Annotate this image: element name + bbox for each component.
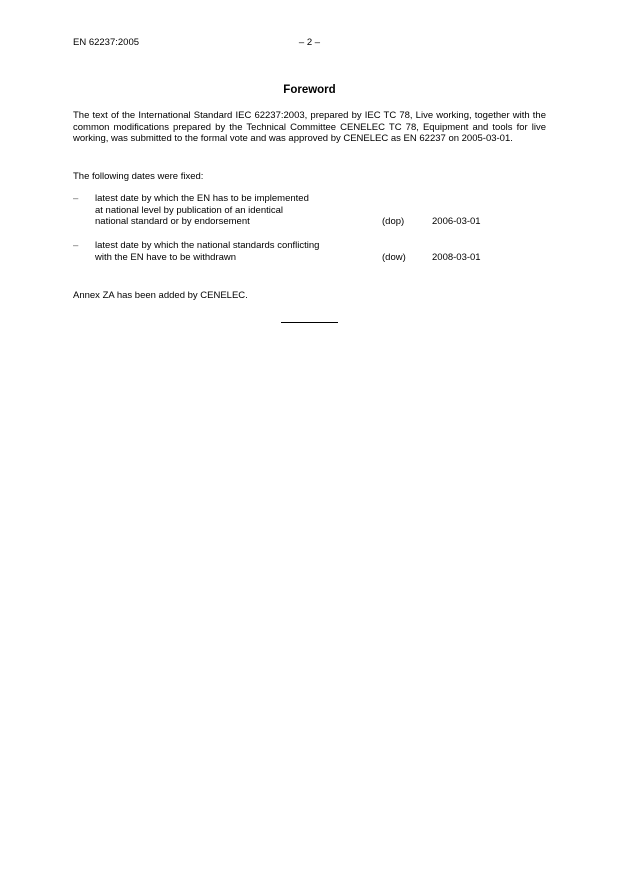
list-bullet: – (73, 240, 79, 251)
date-description: latest date by which the national standards conflicting with the EN have to be withdrawn (95, 240, 320, 263)
intro-paragraph: The text of the International Standard IEC 62237:2003, prepared by IEC TC 78, Live working, together with the common modifications prepared by the Technical Committee CENELEC TC 78, Equipment and tools for live working, was submitted to the formal vote and was approved by CENELEC as EN 62237 on 2005-03-01. (73, 110, 546, 144)
document-identifier: EN 62237:2005 (73, 37, 140, 48)
date-value: 2006-03-01 (432, 216, 481, 227)
list-item (73, 240, 546, 264)
end-of-section-rule (281, 322, 338, 323)
annex-note: Annex ZA has been added by CENELEC. (73, 290, 248, 301)
page-title: Foreword (283, 84, 336, 96)
date-abbreviation: (dop) (382, 216, 405, 227)
date-abbreviation: (dow) (382, 251, 406, 263)
dates-intro: The following dates were fixed: (73, 171, 204, 182)
page-number: – 2 – (298, 37, 321, 48)
date-value: 2008-03-01 (432, 251, 481, 263)
date-description: latest date by which the EN has to be implemented at national level by publication of an identical national standard or by endorsement (95, 193, 309, 227)
list-item (73, 193, 546, 229)
list-bullet: – (73, 193, 79, 204)
